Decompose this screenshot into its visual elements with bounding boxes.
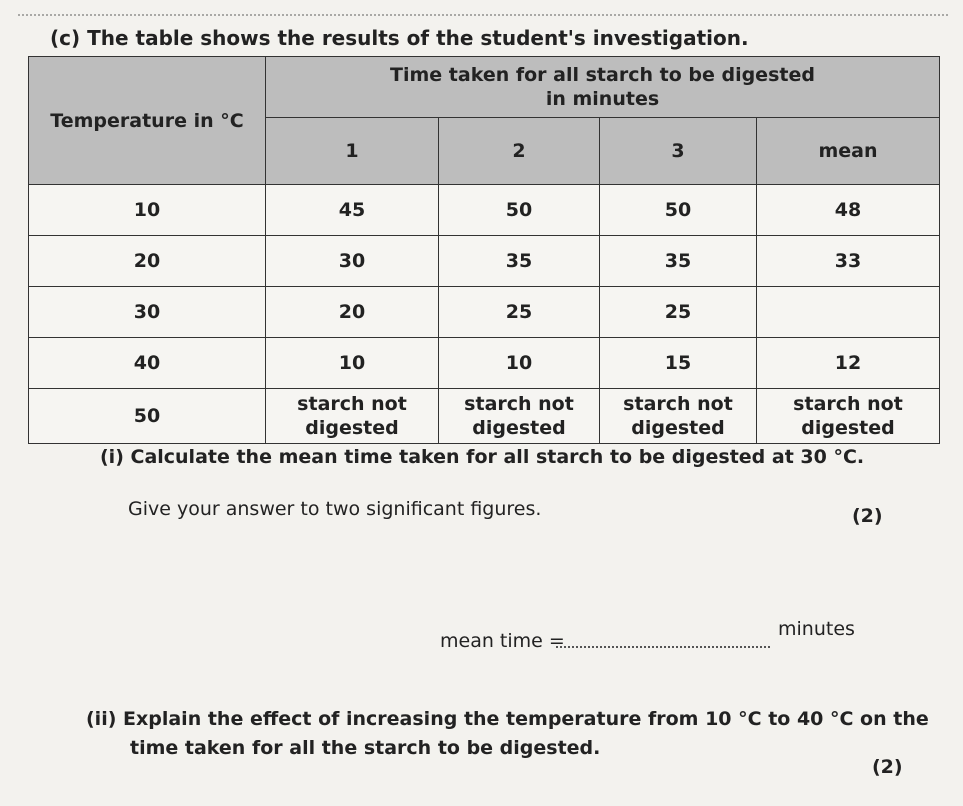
temperature-cell: 10: [29, 185, 266, 236]
not-digested-line1: starch not: [297, 393, 407, 415]
answer-label: mean time =: [440, 630, 565, 652]
not-digested-line2: digested: [472, 417, 566, 439]
table-row: [29, 287, 940, 338]
trial-3-cell: 25: [600, 287, 757, 338]
trial-1-header: 1: [266, 118, 439, 185]
table-row: [29, 338, 940, 389]
trial-3-cell: [600, 389, 757, 444]
trial-2-cell: 35: [439, 236, 600, 287]
question-i-marks: (2): [852, 505, 883, 527]
trial-2-cell: [439, 389, 600, 444]
not-digested-line1: starch not: [623, 393, 733, 415]
not-digested-line2: digested: [801, 417, 895, 439]
table-header-row: [29, 57, 940, 118]
trial-1-cell: 20: [266, 287, 439, 338]
temperature-cell: 20: [29, 236, 266, 287]
not-digested-line2: digested: [305, 417, 399, 439]
trial-3-cell: 35: [600, 236, 757, 287]
mean-cell: 48: [757, 185, 940, 236]
trial-2-header: 2: [439, 118, 600, 185]
question-i-text: (i) Calculate the mean time taken for all starch to be digested at 30 °C.: [100, 446, 865, 468]
question-ii-marks: (2): [872, 756, 903, 778]
time-group-header: [266, 57, 940, 118]
mean-cell: 12: [757, 338, 940, 389]
table-row: [29, 185, 940, 236]
answer-input-line[interactable]: [556, 646, 770, 648]
page-top-divider: [18, 14, 948, 16]
mean-cell: 33: [757, 236, 940, 287]
trial-3-header: 3: [600, 118, 757, 185]
results-table: [28, 56, 940, 444]
not-digested-line1: starch not: [464, 393, 574, 415]
mean-cell-empty[interactable]: [757, 287, 940, 338]
temperature-cell: 30: [29, 287, 266, 338]
table-row: [29, 236, 940, 287]
trial-1-cell: 30: [266, 236, 439, 287]
intro-text: (c) The table shows the results of the student's investigation.: [50, 26, 749, 50]
trial-1-cell: [266, 389, 439, 444]
answer-unit: minutes: [778, 618, 855, 640]
trial-3-cell: 15: [600, 338, 757, 389]
time-group-header-line2: in minutes: [545, 88, 660, 110]
trial-1-cell: 45: [266, 185, 439, 236]
mean-header: mean: [757, 118, 940, 185]
trial-2-cell: 10: [439, 338, 600, 389]
question-ii-line1: (ii) Explain the effect of increasing the temperature from 10 °C to 40 °C on the: [86, 708, 929, 730]
trial-2-cell: 50: [439, 185, 600, 236]
temperature-cell: 40: [29, 338, 266, 389]
not-digested-line1: starch not: [793, 393, 903, 415]
temperature-header-label: Temperature in °C: [50, 109, 244, 132]
time-group-header-line1: Time taken for all starch to be digested: [390, 64, 815, 86]
mean-cell: [757, 389, 940, 444]
temperature-header: [29, 57, 266, 185]
trial-1-cell: 10: [266, 338, 439, 389]
trial-3-cell: 50: [600, 185, 757, 236]
trial-2-cell: 25: [439, 287, 600, 338]
not-digested-line2: digested: [631, 417, 725, 439]
temperature-cell: 50: [29, 389, 266, 444]
question-i-instruction: Give your answer to two significant figures.: [128, 498, 542, 520]
table-row: [29, 389, 940, 444]
question-ii-line2: time taken for all the starch to be digested.: [130, 737, 601, 759]
